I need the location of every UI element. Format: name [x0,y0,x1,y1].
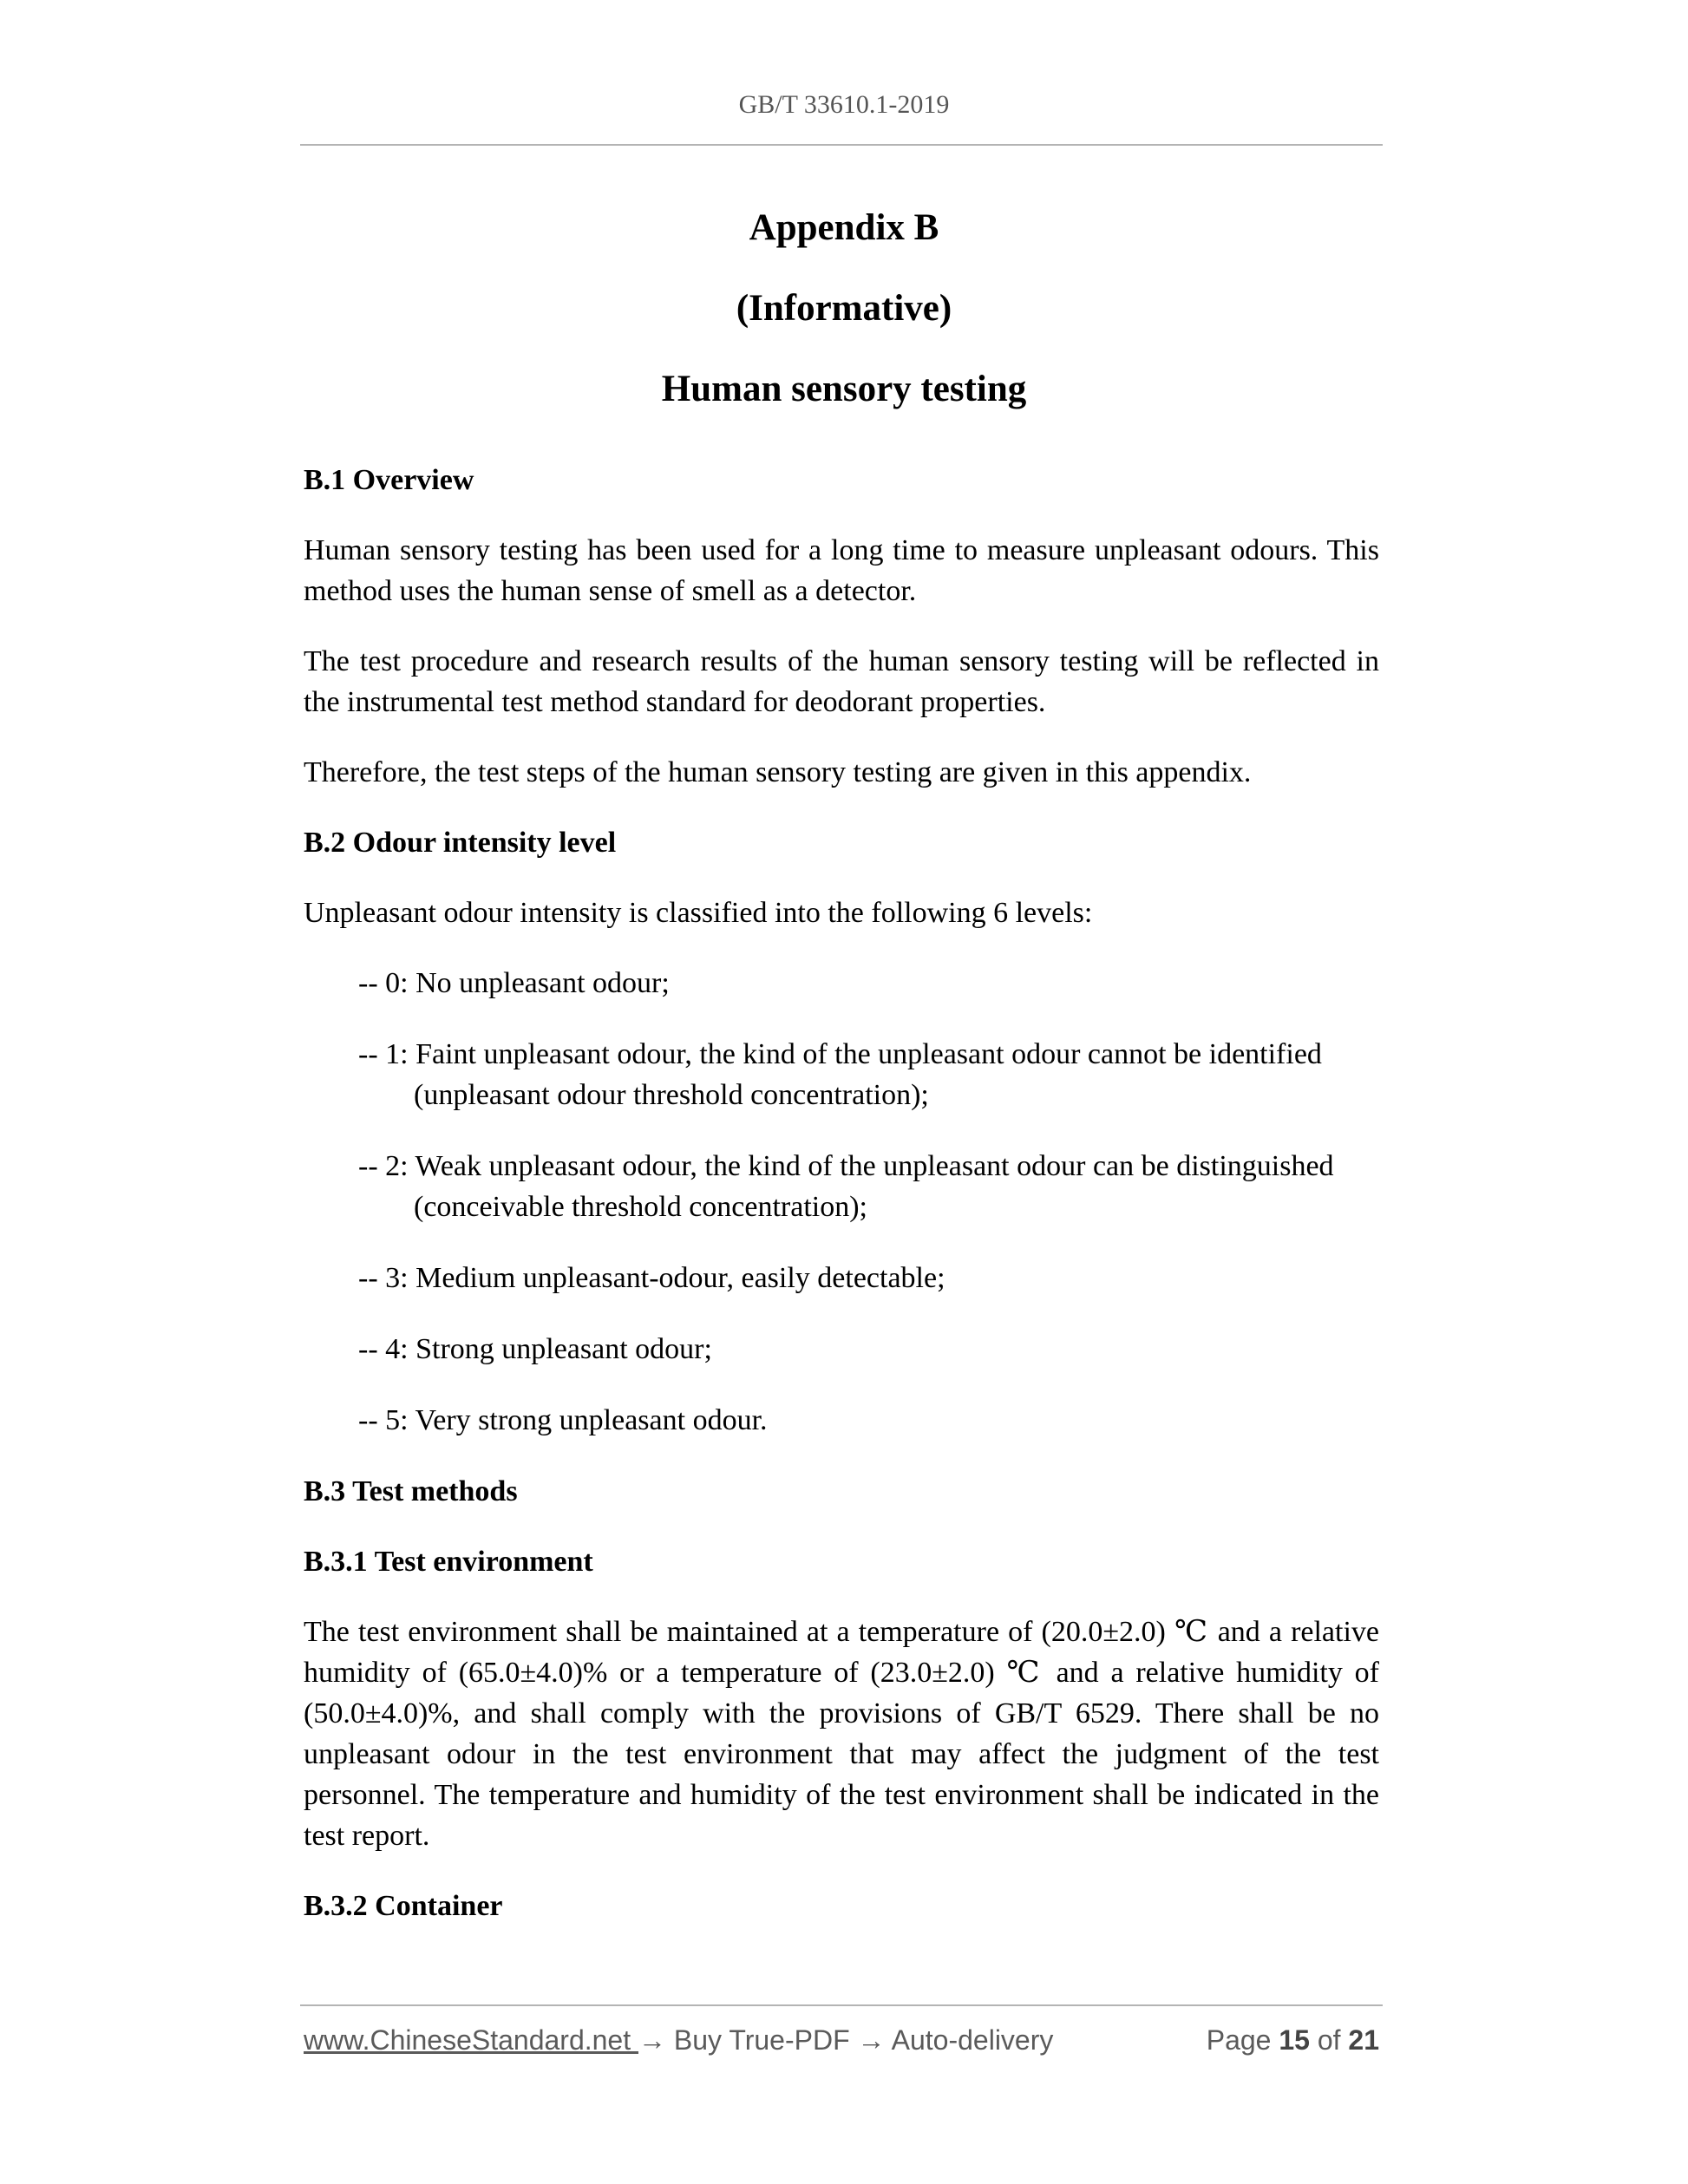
promo-text: → Buy True-PDF → Auto-delivery [638,2024,1054,2056]
list-item: -- 3: Medium unpleasant-odour, easily detectable; [358,1262,945,1294]
website-link[interactable]: www.ChineseStandard.net [304,2024,638,2056]
section-heading-b3: B.3 Test methods [304,1475,518,1507]
paragraph: The test procedure and research results of the human sensory testing will be reflected in the instrumental test method standard for deodorant properties. [304,645,1379,718]
appendix-type: (Informative) [736,288,952,329]
header-divider [300,144,1383,146]
appendix-title: Appendix B [749,207,939,248]
page-number: 15 [1279,2024,1310,2056]
page-indicator [1207,2024,1379,2056]
section-heading-b31: B.3.1 Test environment [304,1546,593,1578]
of-label: of [1317,2024,1341,2056]
section-heading-b32: B.3.2 Container [304,1890,503,1922]
paragraph: Human sensory testing has been used for a long time to measure unpleasant odours. This method uses the human sense of smell as a detector. [304,534,1379,607]
section-heading-b1: B.1 Overview [304,464,474,496]
page-footer [304,2024,1379,2056]
list-item: -- 2: Weak unpleasant odour, the kind of the unpleasant odour can be distinguished (conceivable threshold concentration); [358,1150,1334,1223]
page-header: GB/T 33610.1-2019 [738,90,950,119]
list-item: -- 0: No unpleasant odour; [358,967,670,999]
appendix-name: Human sensory testing [661,369,1027,409]
paragraph: Unpleasant odour intensity is classified into the following 6 levels: [304,897,1093,929]
footer-divider [300,2004,1383,2006]
odour-level-list [304,963,1379,1441]
paragraph: Therefore, the test steps of the human sensory testing are given in this appendix. [304,756,1252,788]
document-body [304,460,1379,1956]
total-pages: 21 [1348,2024,1379,2056]
list-item: -- 5: Very strong unpleasant odour. [358,1404,768,1436]
paragraph: The test environment shall be maintained at a temperature of (20.0±2.0) ℃ and a relative humidity of (65.0±4.0)% or a temperature of (23.0±2.0) ℃ and a relative humidity of (50.0±4.0)%, and shall comply with the provisions of GB/T 6529. There shall be no unpleasant odour in the test environment that may affect the judgment of the test personnel. The temperature and humidity of the test environment shall be indicated in the test report. [304,1616,1379,1852]
list-item: -- 4: Strong unpleasant odour; [358,1333,712,1365]
section-heading-b2: B.2 Odour intensity level [304,827,617,859]
page-label: Page [1206,2024,1272,2056]
list-item: -- 1: Faint unpleasant odour, the kind of the unpleasant odour cannot be identified (unpleasant odour threshold concentration); [358,1038,1322,1111]
